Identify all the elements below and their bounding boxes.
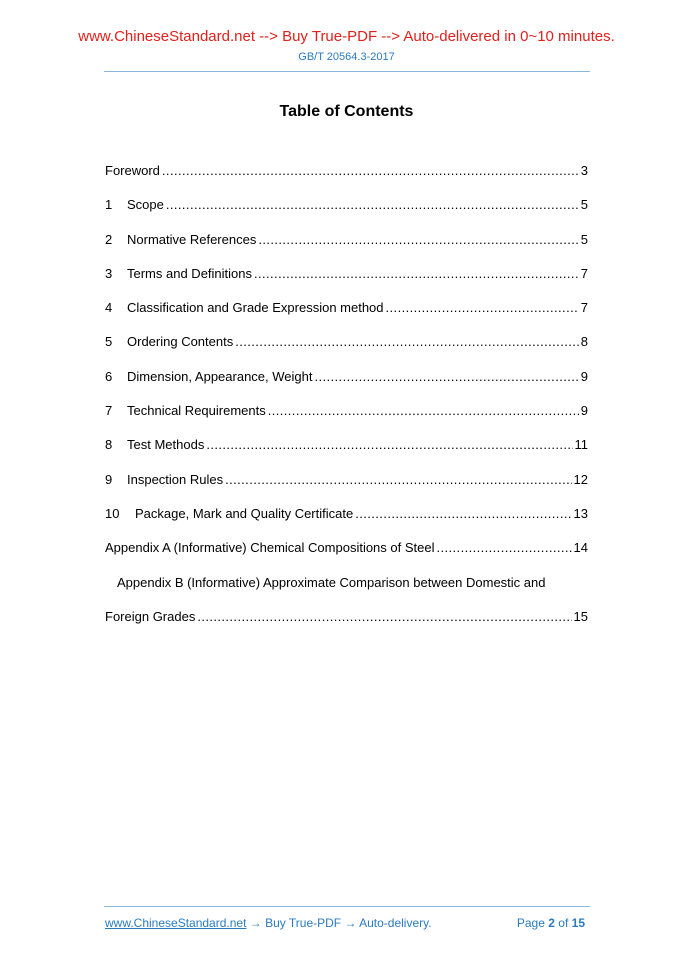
toc-entry-page: 3	[580, 163, 588, 178]
dot-leader	[206, 435, 572, 455]
toc-entry-page: 8	[580, 334, 588, 350]
toc-entry-label: Classification and Grade Expression method	[127, 300, 384, 316]
toc-entry-inspection-rules[interactable]	[105, 470, 588, 504]
toc-entry-package-mark[interactable]	[105, 504, 588, 538]
dot-leader	[162, 161, 579, 181]
dot-leader	[314, 367, 578, 387]
page-of: of	[558, 916, 569, 930]
dot-leader	[235, 332, 579, 352]
toc-entry-foreword[interactable]	[105, 161, 588, 195]
table-of-contents	[105, 161, 588, 641]
footer-divider	[104, 906, 590, 907]
toc-entry-label: Inspection Rules	[127, 471, 224, 487]
dot-leader	[437, 538, 572, 558]
dot-leader	[225, 470, 571, 490]
toc-entry-label: Package, Mark and Quality Certificate	[135, 505, 354, 521]
toc-entry-scope[interactable]	[105, 195, 588, 229]
toc-entry-label: Normative References	[127, 231, 257, 247]
toc-entry-number: 2	[105, 231, 113, 247]
toc-entry-number: 9	[105, 471, 113, 487]
toc-entry-label: Foreign Grades	[105, 608, 196, 624]
toc-entry-classification[interactable]	[105, 298, 588, 332]
dot-leader	[166, 195, 579, 215]
toc-entry-terms-definitions[interactable]	[105, 264, 588, 298]
toc-entry-technical-requirements[interactable]	[105, 401, 588, 435]
toc-entry-label: Dimension, Appearance, Weight	[127, 368, 313, 384]
page-current: 2	[548, 916, 555, 930]
dot-leader	[355, 504, 571, 524]
toc-entry-page: 15	[573, 608, 588, 624]
dot-leader	[197, 607, 571, 627]
dot-leader	[254, 264, 579, 284]
footer-link[interactable]: www.ChineseStandard.net	[105, 916, 247, 930]
toc-entry-number: 5	[105, 334, 113, 350]
toc-entry-test-methods[interactable]	[105, 435, 588, 469]
toc-entry-ordering-contents[interactable]	[105, 332, 588, 366]
toc-entry-label: Terms and Definitions	[127, 265, 252, 281]
footer-left	[105, 916, 432, 930]
toc-entry-page: 12	[573, 471, 588, 487]
standard-number: GB/T 20564.3-2017	[298, 51, 395, 63]
toc-entry-page: 5	[580, 197, 588, 213]
footer-tagline: → Buy True-PDF → Auto-delivery.	[246, 916, 432, 930]
toc-entry-label: Scope	[127, 197, 164, 213]
toc-entry-appendix-b-line1[interactable]: Appendix B (Informative) Approximate Comparison between Domestic and	[117, 574, 546, 590]
page-word: Page	[516, 916, 545, 930]
toc-entry-page: 9	[580, 368, 588, 384]
toc-entry-number: 10	[105, 505, 120, 521]
toc-entry-number: 7	[105, 403, 113, 419]
toc-entry-page: 7	[580, 300, 588, 316]
toc-entry-label: Test Methods	[127, 437, 205, 453]
toc-entry-page: 14	[573, 540, 588, 556]
toc-entry-appendix-a[interactable]	[105, 538, 588, 572]
toc-entry-number: 8	[105, 437, 113, 453]
toc-entry-page: 13	[573, 505, 588, 521]
toc-entry-page: 11	[574, 437, 588, 453]
dot-leader	[258, 230, 578, 250]
header-banner[interactable]: www.ChineseStandard.net --> Buy True-PDF --> Auto-delivered in 0~10 minutes.	[78, 28, 615, 45]
footer	[105, 916, 585, 930]
toc-entry-page: 7	[580, 265, 588, 281]
toc-entry-number: 4	[105, 300, 113, 316]
toc-entry-number: 1	[105, 197, 113, 213]
toc-entry-number: 6	[105, 368, 113, 384]
toc-entry-dimension[interactable]	[105, 367, 588, 401]
dot-leader	[386, 298, 579, 318]
header-divider	[104, 71, 590, 72]
toc-entry-number: 3	[105, 265, 113, 281]
toc-entry-normative-references[interactable]	[105, 230, 588, 264]
toc-entry-label: Appendix A (Informative) Chemical Compositions of Steel	[105, 540, 435, 556]
page-title: Table of Contents	[279, 103, 414, 120]
dot-leader	[268, 401, 579, 421]
page-indicator	[517, 916, 585, 930]
toc-entry-appendix-b[interactable]	[105, 607, 588, 641]
toc-entry-page: 9	[580, 403, 588, 419]
toc-entry-label: Ordering Contents	[127, 334, 234, 350]
page-total: 15	[571, 916, 585, 930]
toc-entry-page: 5	[580, 231, 588, 247]
toc-entry-label: Technical Requirements	[127, 403, 266, 419]
toc-entry-label: Foreword	[105, 163, 160, 178]
